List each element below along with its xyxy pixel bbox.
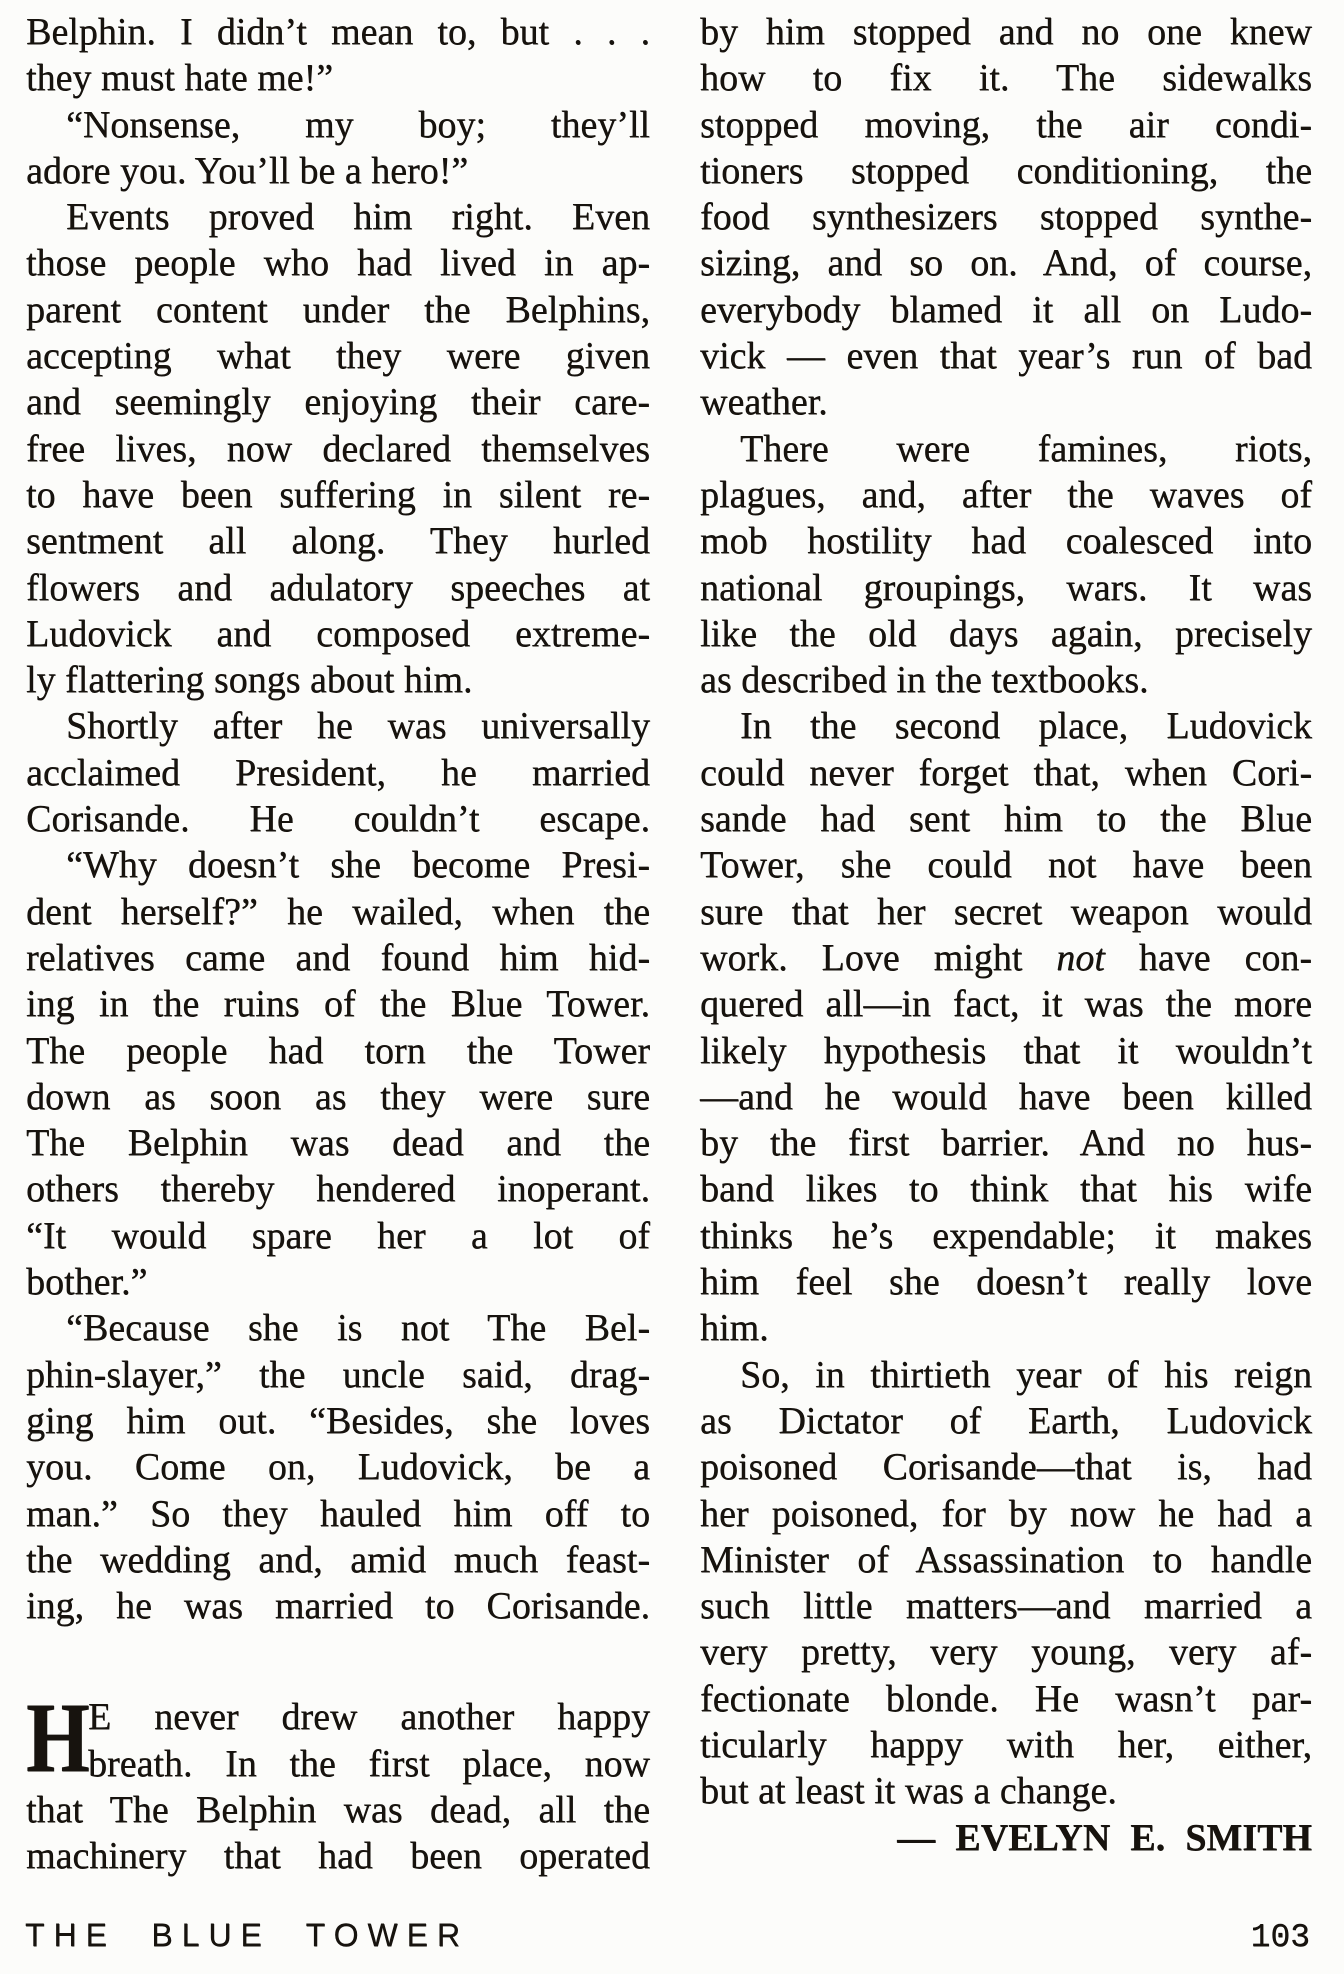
paragraph xyxy=(700,426,1312,704)
page-number: 103 xyxy=(1250,1919,1310,1956)
text-line: band likes to think that his wife xyxy=(700,1168,1312,1211)
text-line: as described in the textbooks. xyxy=(700,659,1149,702)
text-line: bother.” xyxy=(26,1261,148,1304)
text-line: likely hypothesis that it wouldn’t xyxy=(700,1029,1312,1072)
text-line: like the old days again, precisely xyxy=(700,612,1312,655)
text-line: “Nonsense, my boy; they’ll xyxy=(66,103,650,146)
text-line: breath. In the first place, now xyxy=(88,1742,650,1785)
text-line: very pretty, very young, very af- xyxy=(700,1631,1312,1674)
text-line: acclaimed President, he married xyxy=(26,751,650,794)
text-line: everybody blamed it all on Ludo- xyxy=(700,288,1312,331)
text-line: relatives came and found him hid- xyxy=(26,936,650,979)
text-line: Ludovick and composed extreme- xyxy=(26,612,650,655)
text-line: sure that her secret weapon would xyxy=(700,890,1312,933)
text-line: him. xyxy=(700,1307,769,1350)
text-line: The Belphin was dead and the xyxy=(26,1122,650,1165)
text-line: ticularly happy with her, either, xyxy=(700,1723,1312,1766)
text-line: food synthesizers stopped synthe- xyxy=(700,196,1312,239)
text-line: stopped moving, the air condi- xyxy=(700,103,1312,146)
text-line: ly flattering songs about him. xyxy=(26,659,473,702)
text-line: they must hate me!” xyxy=(26,57,334,100)
text-line: — EVELYN E. SMITH xyxy=(897,1816,1312,1859)
text-line: mob hostility had coalesced into xyxy=(700,520,1312,563)
text-line: but at least it was a change. xyxy=(700,1770,1117,1813)
text-line: as Dictator of Earth, Ludovick xyxy=(700,1399,1312,1442)
text-line: accepting what they were given xyxy=(26,335,650,378)
paragraph xyxy=(26,194,650,703)
paragraph xyxy=(26,842,650,1305)
text-line: Belphin. I didn’t mean to, but . . . xyxy=(26,11,650,53)
text-line: “Because she is not The Bel- xyxy=(66,1307,650,1350)
text-line: vick — even that year’s run of bad xyxy=(700,335,1312,378)
text-line: dent herself?” he wailed, when the xyxy=(26,890,650,933)
paragraph xyxy=(700,703,1312,1351)
text-line: thinks he’s expendable; it makes xyxy=(700,1214,1312,1257)
text-line: In the second place, Ludovick xyxy=(740,705,1312,748)
text-line: Minister of Assassination to handle xyxy=(700,1538,1312,1581)
text-line: Corisande. He couldn’t escape. xyxy=(26,798,650,841)
text-line: such little matters—and married a xyxy=(700,1585,1312,1628)
text-line: national groupings, wars. It was xyxy=(700,566,1312,609)
text-line: those people who had lived in ap- xyxy=(26,242,650,285)
footer-title: THE BLUE TOWER xyxy=(25,1917,469,1953)
text-line: and seemingly enjoying their care- xyxy=(26,381,650,424)
text-line: others thereby hendered inoperant. xyxy=(26,1168,650,1211)
drop-cap: H xyxy=(26,1682,90,1794)
text-column-right xyxy=(700,9,1312,1880)
text-line: So, in thirtieth year of his reign xyxy=(740,1353,1312,1396)
text-line: how to fix it. The sidewalks xyxy=(700,57,1312,100)
text-line: ging him out. “Besides, she loves xyxy=(26,1399,650,1442)
text-line: by the first barrier. And no hus- xyxy=(700,1122,1312,1165)
text-line: the wedding and, amid much feast- xyxy=(26,1538,650,1581)
text-line: could never forget that, when Cori- xyxy=(700,751,1312,794)
text-line: sentment all along. They hurled xyxy=(26,520,650,563)
text-line: There were famines, riots, xyxy=(740,427,1312,470)
paragraph xyxy=(26,1305,650,1629)
text-line: E never drew another happy xyxy=(88,1696,650,1739)
text-line: quered all—in fact, it was the more xyxy=(700,983,1312,1026)
paragraph xyxy=(26,1682,650,1879)
text-column-left xyxy=(26,9,650,1880)
text-line: ing, he was married to Corisande. xyxy=(26,1585,650,1628)
text-line: sande had sent him to the Blue xyxy=(700,798,1312,841)
text-line: weather. xyxy=(700,381,828,424)
text-line: him feel she doesn’t really love xyxy=(700,1261,1312,1304)
text-line: flowers and adulatory speeches at xyxy=(26,566,650,609)
text-line: man.” So they hauled him off to xyxy=(26,1492,650,1535)
paragraph xyxy=(26,703,650,842)
text-line: —and he would have been killed xyxy=(700,1075,1312,1118)
text-line: plagues, and, after the waves of xyxy=(700,473,1312,516)
text-line: “Why doesn’t she become Presi- xyxy=(66,844,650,887)
text-line: fectionate blonde. He wasn’t par- xyxy=(700,1677,1312,1720)
text-line: ing in the ruins of the Blue Tower. xyxy=(26,983,650,1026)
text-line: tioners stopped conditioning, the xyxy=(700,149,1312,192)
text-line: Tower, she could not have been xyxy=(700,844,1312,887)
text-line: adore you. You’ll be a hero!” xyxy=(26,149,469,192)
text-line: her poisoned, for by now he had a xyxy=(700,1492,1312,1535)
text-line: down as soon as they were sure xyxy=(26,1075,650,1118)
text-line: parent content under the Belphins, xyxy=(26,288,650,331)
text-line: Events proved him right. Even xyxy=(66,196,650,239)
text-line: machinery that had been operated xyxy=(26,1835,650,1878)
text-line: poisoned Corisande—that is, had xyxy=(700,1446,1312,1489)
text-line: phin-slayer,” the uncle said, drag- xyxy=(26,1353,650,1396)
text-line: you. Come on, Ludovick, be a xyxy=(26,1446,650,1489)
text-line: The people had torn the Tower xyxy=(26,1029,650,1072)
paragraph xyxy=(700,1352,1312,1815)
paragraph xyxy=(700,9,1312,426)
text-line: Shortly after he was universally xyxy=(66,705,650,748)
text-line: work. Love might not have con- xyxy=(700,936,1312,979)
text-line: free lives, now declared themselves xyxy=(26,427,650,470)
text-line: “It would spare her a lot of xyxy=(26,1214,650,1257)
text-line: that The Belphin was dead, all the xyxy=(26,1788,650,1831)
paragraph xyxy=(26,102,650,195)
text-line: to have been suffering in silent re- xyxy=(26,473,650,516)
paragraph xyxy=(700,1815,1312,1861)
running-footer xyxy=(25,1917,1310,1956)
two-column-text xyxy=(26,9,1344,1880)
text-line: by him stopped and no one knew xyxy=(700,11,1312,53)
text-line: sizing, and so on. And, of course, xyxy=(700,242,1312,285)
paragraph xyxy=(26,9,650,102)
